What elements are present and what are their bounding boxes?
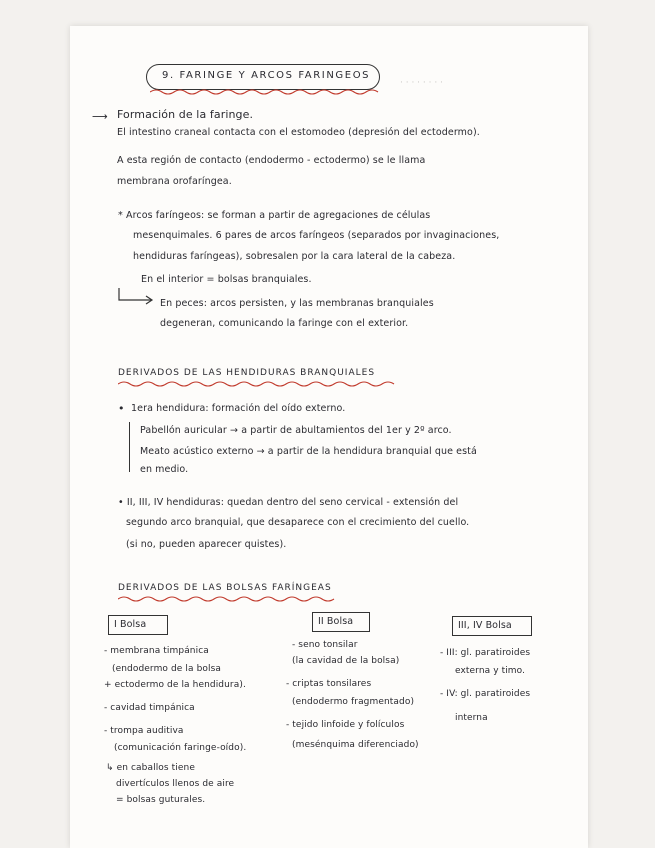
bullet: • [118,402,125,415]
list-item: (mesénquima diferenciado) [292,740,419,750]
section2-heading: DERIVADOS DE LAS HENDIDURAS BRANQUIALES [118,368,376,378]
list-item: ↳ en caballos tiene [106,763,195,773]
text-line: Pabellón auricular → a partir de abultamientos del 1er y 2º arco. [140,425,452,436]
list-item: - seno tonsilar [292,640,358,650]
text-line: En peces: arcos persisten, y las membranas branquiales [160,298,434,309]
list-item: externa y timo. [455,666,526,676]
section1-heading: Formación de la faringe. [117,108,254,121]
list-item: - trompa auditiva [104,726,184,736]
list-item: - IV: gl. paratiroides [440,689,531,699]
list-item: (comunicación faringe-oído). [114,743,247,753]
bleed-through-text: · · · · · · · · [400,78,443,88]
text-line: 1era hendidura: formación del oído externo. [131,403,346,414]
list-item: (la cavidad de la bolsa) [292,656,400,666]
text-line: (si no, pueden aparecer quistes). [126,539,287,550]
col3-label: III, IV Bolsa [458,620,512,631]
text-line: Meato acústico externo → a partir de la hendidura branquial que está [140,446,477,457]
list-item: - criptas tonsilares [286,679,372,689]
list-item: - tejido linfoide y folículos [286,720,405,730]
text-line: El intestino craneal contacta con el estomodeo (depresión del ectodermo). [117,127,480,138]
list-item: divertículos llenos de aire [116,779,235,789]
page-title: 9. FARINGE Y ARCOS FARINGEOS [162,70,371,81]
list-item: (endodermo de la bolsa [112,664,222,674]
text-line: En el interior = bolsas branquiales. [141,274,312,285]
text-line: degeneran, comunicando la faringe con el exterior. [160,318,409,329]
section3-underline [118,595,343,603]
col2-label: II Bolsa [318,616,354,627]
arrow-icon: ⟶ [92,110,108,123]
list-item: - membrana timpánica [104,646,209,656]
list-item: + ectodermo de la hendidura). [104,680,246,690]
text-line: hendiduras faríngeas), sobresalen por la cara lateral de la cabeza. [133,251,456,262]
col1-label: I Bolsa [114,619,147,630]
text-line: A esta región de contacto (endodermo - ectodermo) se le llama [117,155,426,166]
list-item: (endodermo fragmentado) [292,697,415,707]
section3-heading: DERIVADOS DE LAS BOLSAS FARÍNGEAS [118,583,332,593]
text-line: • II, III, IV hendiduras: quedan dentro del seno cervical - extensión del [118,497,459,508]
list-item: - cavidad timpánica [104,703,195,713]
title-underline [150,88,380,96]
text-line: mesenquimales. 6 pares de arcos faríngeos (separados por invaginaciones, [133,230,500,241]
list-item: - III: gl. paratiroides [440,648,531,658]
list-item: = bolsas guturales. [116,795,206,805]
text-line: * Arcos faríngeos: se forman a partir de agregaciones de células [118,210,431,221]
text-line: segundo arco branquial, que desaparece con el crecimiento del cuello. [126,517,470,528]
text-line: membrana orofaríngea. [117,176,232,187]
corner-arrow-icon [117,288,157,306]
list-item: interna [455,713,488,723]
section2-underline [118,380,398,388]
bracket-line [129,422,130,472]
text-line: en medio. [140,464,189,475]
